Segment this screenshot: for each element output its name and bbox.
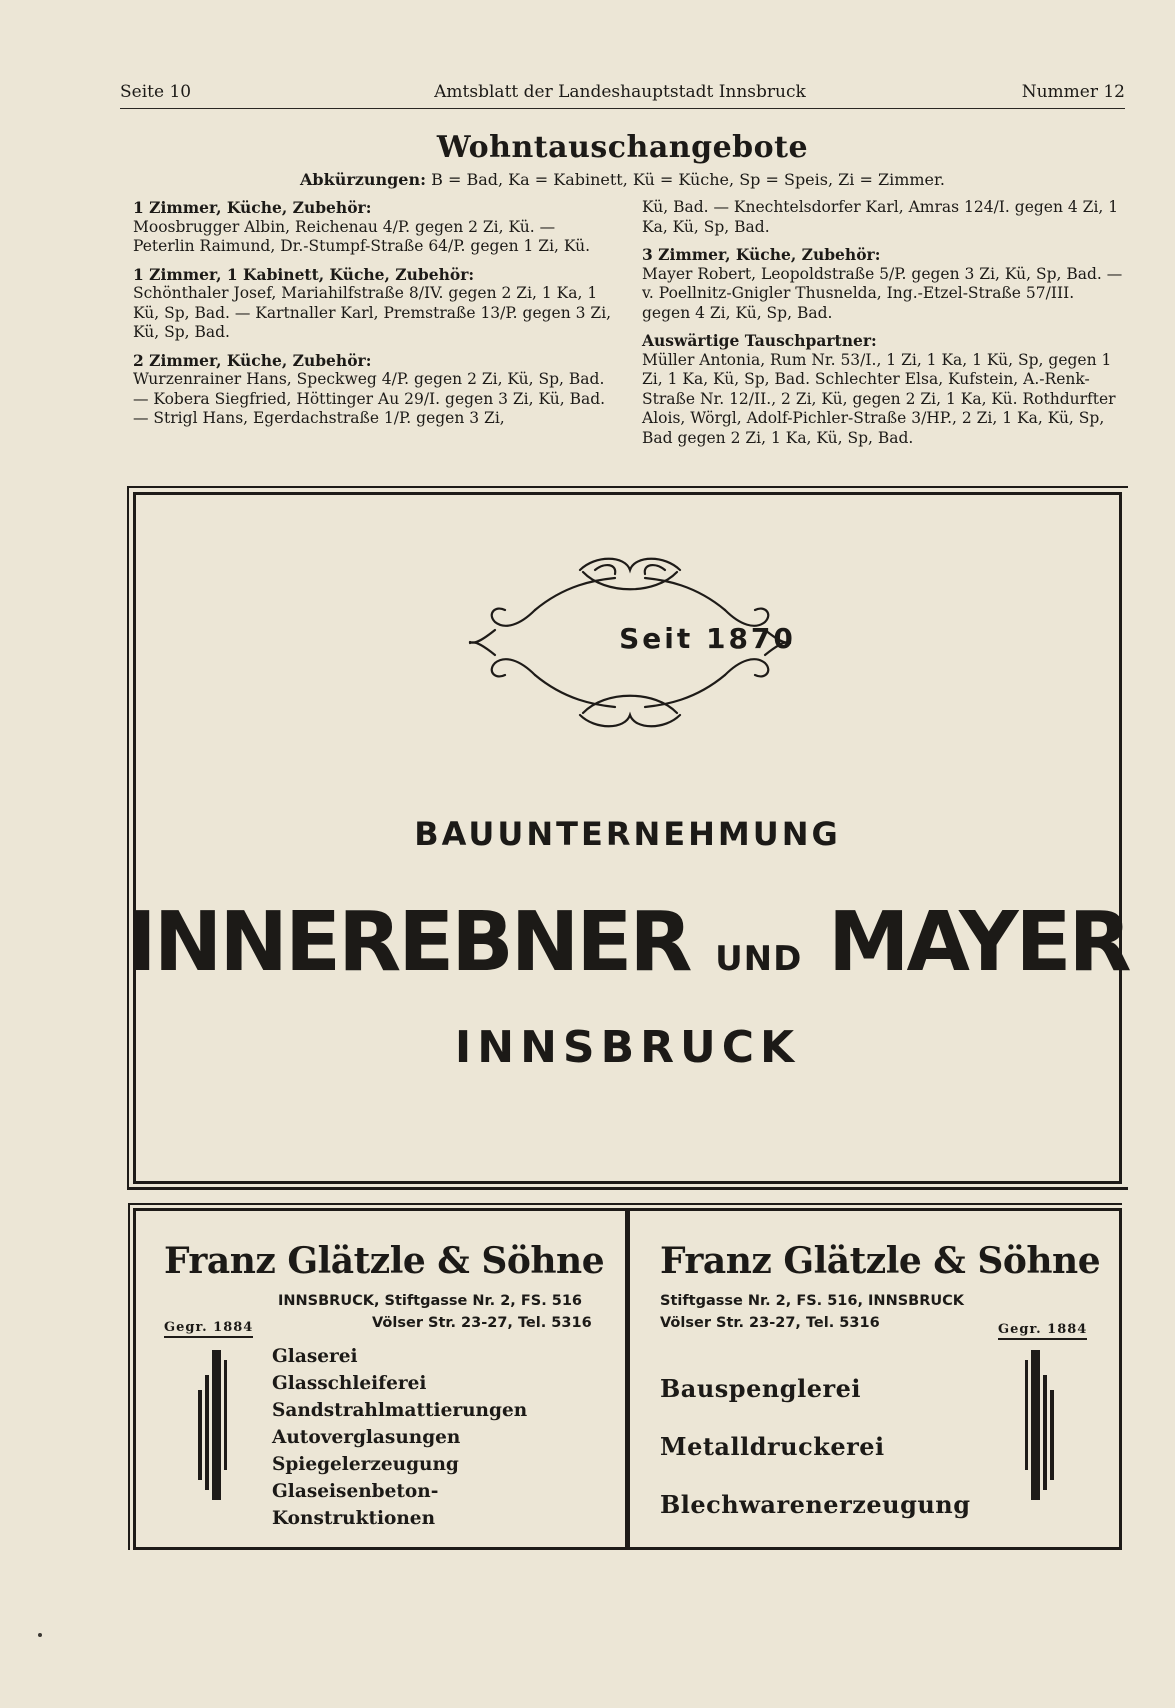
abbreviations-text: B = Bad, Ka = Kabinett, Kü = Küche, Sp = Speis, Zi = Zimmer. (431, 170, 945, 189)
entry-heading: Auswärtige Tauschpartner: (642, 331, 877, 350)
page-header (120, 82, 1125, 109)
service-item: Blechwarenerzeugung (660, 1490, 971, 1519)
bars-ornament-right-icon (1025, 1350, 1059, 1500)
advert-address-right-1: Stiftgasse Nr. 2, FS. 516, INNSBRUCK (660, 1293, 965, 1309)
company-name-second: MAYER (827, 895, 1129, 990)
entry-text: Schönthaler Josef, Mariahilfstraße 8/IV. gegen 2 Zi, 1 Ka, 1 Kü, Sp, Bad. — Kartnaller Karl, Premstraße 13/P. gegen 3 Zi, Kü, Sp, Bad. (133, 284, 612, 341)
service-item: Spiegelerzeugung (272, 1454, 459, 1475)
page-number: Seite 10 (120, 82, 192, 102)
publication-title: Amtsblatt der Landeshauptstadt Innsbruck (434, 82, 806, 102)
advert-category: BAUUNTERNEHMUNG (414, 815, 841, 853)
advert-title-right: Franz Glätzle & Söhne (660, 1240, 1101, 1282)
list-item (133, 265, 618, 343)
entry-heading: 1 Zimmer, 1 Kabinett, Küche, Zubehör: (133, 264, 475, 284)
company-name (0, 893, 1175, 1009)
entry-text: Kü, Bad. — Knechtelsdorfer Karl, Amras 124/I. gegen 4 Zi, 1 Ka, Kü, Sp, Bad. (642, 198, 1119, 236)
service-item: Konstruktionen (272, 1508, 436, 1529)
entry-text: Mayer Robert, Leopoldstraße 5/P. gegen 3 Zi, Kü, Sp, Bad. — v. Poellnitz-Gnigler Thusnelda, Ing.-Etzel-Straße 57/III. gegen 4 Zi, Kü, Sp, Bad. (642, 264, 1123, 322)
entry-heading: 1 Zimmer, Küche, Zubehör: (133, 198, 372, 217)
list-item (642, 245, 1127, 323)
entry-text: Moosbrugger Albin, Reichenau 4/P. gegen 2 Zi, Kü. — Peterlin Raimund, Dr.-Stumpf-Straße 64/P. gegen 1 Zi, Kü. (133, 217, 591, 255)
services-list-left (272, 1343, 527, 1532)
service-item: Metalldruckerei (660, 1432, 885, 1461)
company-city: INNSBRUCK (454, 1022, 801, 1073)
services-list-right (660, 1360, 971, 1534)
founded-badge-right: Gegr. 1884 (998, 1322, 1087, 1340)
print-speck (38, 1633, 42, 1637)
advert-divider (625, 1208, 630, 1550)
advert-address-left-1: INNSBRUCK, Stiftgasse Nr. 2, FS. 516 (278, 1293, 583, 1309)
list-item (133, 351, 618, 429)
list-item (133, 198, 618, 257)
issue-number: Nummer 12 (1021, 82, 1125, 102)
service-item: Bauspenglerei (660, 1374, 861, 1403)
entry-text: Müller Antonia, Rum Nr. 53/I., 1 Zi, 1 Ka, 1 Kü, Sp, gegen 1 Zi, 1 Ka, Kü, Sp, Bad. Schlechter Elsa, Kufstein, A.-Renk-Straße Nr. 12/II., 2 Zi, Kü, gegen 2 Zi, 1 Ka, Kü. Rothdurfter Alois, Wörgl, Adolf-Pichler-Straße 3/HP., 2 Zi, 1 Ka, Kü, Sp, Bad gegen 2 Zi, 1 Ka, Kü, Sp, Bad. (642, 350, 1116, 447)
bars-ornament-left-icon (198, 1350, 232, 1500)
advert-address-left-2: Völser Str. 23-27, Tel. 5316 (372, 1315, 592, 1331)
advert-address-right-2: Völser Str. 23-27, Tel. 5316 (660, 1315, 880, 1331)
section-title: Wohntauschangebote (436, 130, 809, 165)
service-item: Autoverglasungen (272, 1427, 461, 1448)
service-item: Glasschleiferei (272, 1373, 427, 1394)
founded-badge-left: Gegr. 1884 (164, 1320, 253, 1338)
right-column (642, 198, 1127, 456)
service-item: Sandstrahlmattierungen (272, 1400, 528, 1421)
list-item (642, 198, 1127, 237)
service-item: Glaseisenbeton- (272, 1481, 439, 1502)
entry-heading: 2 Zimmer, Küche, Zubehör: (133, 350, 372, 370)
service-item: Glaserei (272, 1346, 358, 1367)
entry-text: Wurzenrainer Hans, Speckweg 4/P. gegen 2 Zi, Kü, Sp, Bad. — Kobera Siegfried, Höttinger Au 29/I. gegen 3 Zi, Kü, Bad. — Strigl Hans, Egerdachstraße 1/P. gegen 3 Zi, (133, 370, 606, 427)
company-name-und: UND (715, 939, 803, 979)
abbreviations-label: Abkürzungen: (300, 170, 427, 189)
company-name-first: INNEREBNER (126, 895, 690, 990)
abbreviations-line (120, 170, 1125, 189)
advert-title-left: Franz Glätzle & Söhne (164, 1240, 605, 1282)
since-label: Seit 1870 (619, 622, 796, 655)
entry-heading: 3 Zimmer, Küche, Zubehör: (642, 245, 881, 264)
list-item (642, 331, 1127, 448)
left-column (133, 198, 618, 437)
